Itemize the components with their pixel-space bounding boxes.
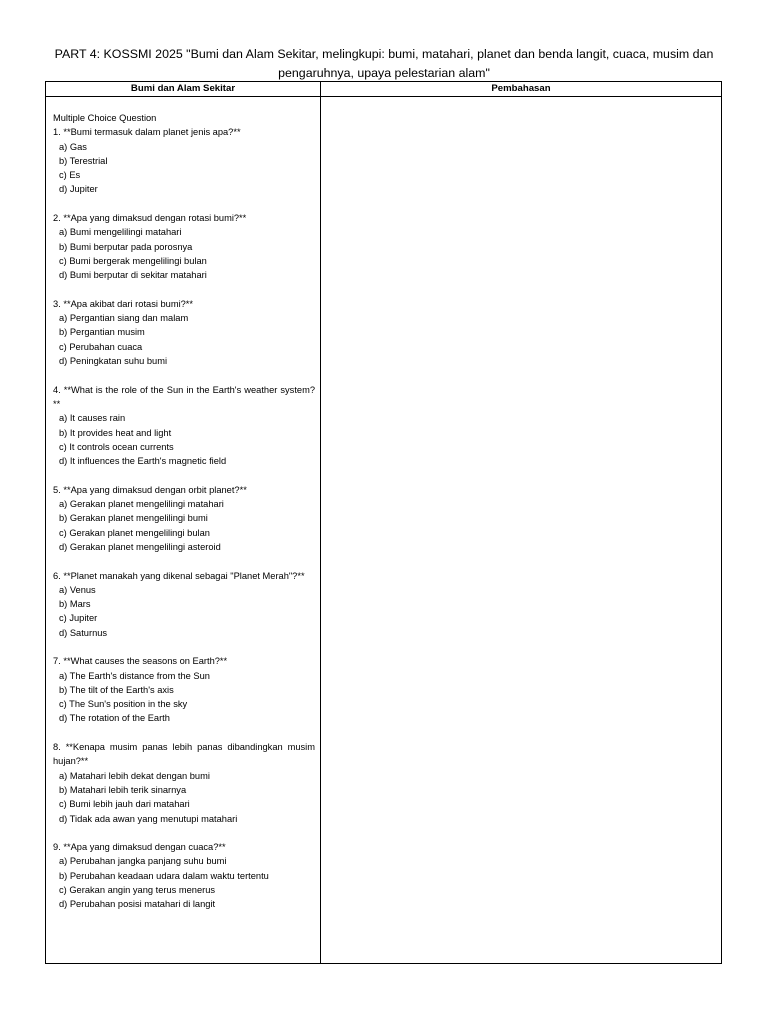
question-text: 5. **Apa yang dimaksud dengan orbit planet?**: [53, 484, 247, 495]
answer-option: b) Perubahan keadaan udara dalam waktu tertentu: [59, 870, 269, 881]
answer-option: b) Pergantian musim: [59, 327, 145, 338]
question-item: [53, 297, 315, 368]
answer-option: c) Bumi lebih jauh dari matahari: [59, 799, 190, 810]
answer-option: c) The Sun's position in the sky: [59, 699, 188, 710]
answer-option: c) Perubahan cuaca: [59, 341, 143, 352]
answer-option: a) Gerakan planet mengelilingi matahari: [59, 499, 224, 510]
answer-option: a) Venus: [59, 584, 96, 595]
answer-option: d) The rotation of the Earth: [59, 713, 170, 724]
answer-option: a) Pergantian siang dan malam: [59, 313, 189, 324]
answer-option: a) Gas: [59, 141, 87, 152]
document-table: [45, 81, 722, 964]
answer-option: d) Gerakan planet mengelilingi asteroid: [59, 541, 221, 552]
question-text: 4. **What is the role of the Sun in the Earth's weather system?**: [53, 384, 315, 409]
answer-option: c) Gerakan planet mengelilingi bulan: [59, 527, 210, 538]
answer-option: b) The tilt of the Earth's axis: [59, 684, 174, 695]
answer-option: b) Gerakan planet mengelilingi bumi: [59, 513, 208, 524]
question-item: [53, 483, 315, 554]
answer-option: d) Tidak ada awan yang menutupi matahari: [59, 813, 238, 824]
question-item: [53, 125, 315, 196]
page-title: PART 4: KOSSMI 2025 "Bumi dan Alam Sekitar, melingkupi: bumi, matahari, planet dan benda langit, cuaca, musim dan pengaruhnya, upaya pelestarian alam": [54, 47, 714, 80]
question-text: 9. **Apa yang dimaksud dengan cuaca?**: [53, 842, 226, 853]
answer-option: d) Perubahan posisi matahari di langit: [59, 899, 216, 910]
question-text: 3. **Apa akibat dari rotasi bumi?**: [53, 298, 194, 309]
answer-option: d) Saturnus: [59, 627, 108, 638]
question-text: 7. **What causes the seasons on Earth?**: [53, 656, 228, 667]
question-item: [53, 211, 315, 282]
answer-option: a) The Earth's distance from the Sun: [59, 670, 210, 681]
answer-option: a) It causes rain: [59, 413, 126, 424]
answer-option: c) Es: [59, 170, 81, 181]
answer-option: d) It influences the Earth's magnetic field: [59, 456, 227, 467]
question-item: [53, 840, 315, 911]
answer-option: c) Gerakan angin yang terus menerus: [59, 885, 216, 896]
question-text: 2. **Apa yang dimaksud dengan rotasi bumi?**: [53, 213, 247, 224]
answer-option: d) Bumi berputar di sekitar matahari: [59, 270, 207, 281]
answer-option: a) Bumi mengelilingi matahari: [59, 227, 182, 238]
questions-cell: [53, 111, 315, 912]
question-text: 8. **Kenapa musim panas lebih panas dibandingkan musim hujan?**: [53, 742, 315, 767]
answer-option: b) It provides heat and light: [59, 427, 172, 438]
answer-option: b) Matahari lebih terik sinarnya: [59, 784, 187, 795]
column-header-topic: Bumi dan Alam Sekitar: [130, 83, 236, 94]
answer-option: c) Jupiter: [59, 613, 98, 624]
question-text: 1. **Bumi termasuk dalam planet jenis apa?**: [53, 127, 241, 138]
answer-option: c) It controls ocean currents: [59, 441, 174, 452]
answer-option: b) Mars: [59, 599, 91, 610]
question-text: 6. **Planet manakah yang dikenal sebagai "Planet Merah"?**: [53, 570, 305, 581]
question-item: [53, 654, 315, 725]
answer-option: c) Bumi bergerak mengelilingi bulan: [59, 255, 207, 266]
column-header-discussion: Pembahasan: [491, 83, 551, 94]
answer-option: b) Bumi berputar pada porosnya: [59, 241, 193, 252]
column-divider: [320, 82, 321, 963]
section-title: Multiple Choice Question: [53, 113, 157, 123]
table-header-row: [46, 82, 721, 97]
answer-option: d) Peningkatan suhu bumi: [59, 356, 168, 367]
answer-option: d) Jupiter: [59, 184, 98, 195]
answer-option: a) Perubahan jangka panjang suhu bumi: [59, 856, 227, 867]
discussion-cell: [322, 97, 721, 963]
question-item: [53, 740, 315, 826]
question-item: [53, 383, 315, 469]
answer-option: b) Terestrial: [59, 155, 108, 166]
answer-option: a) Matahari lebih dekat dengan bumi: [59, 770, 210, 781]
question-item: [53, 569, 315, 640]
